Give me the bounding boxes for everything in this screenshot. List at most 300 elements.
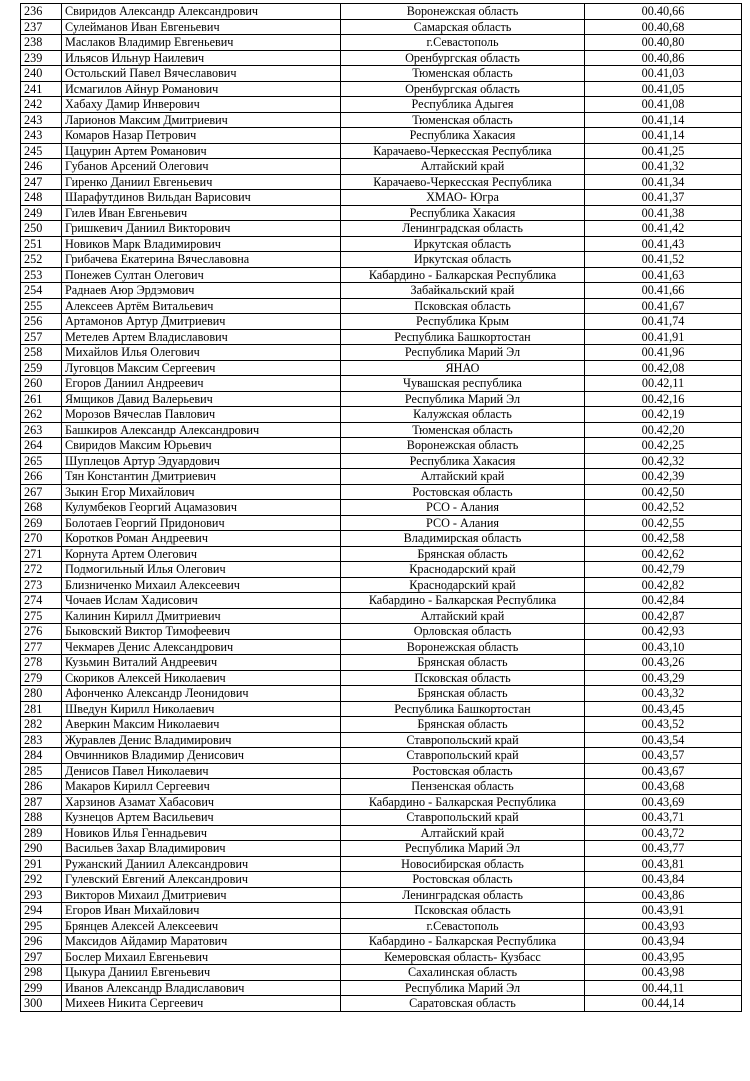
rank-cell: 238 xyxy=(21,35,62,51)
athlete-name-cell: Гилев Иван Евгеньевич xyxy=(62,205,341,221)
athlete-name-cell: Скориков Алексей Николаевич xyxy=(62,670,341,686)
rank-cell: 284 xyxy=(21,748,62,764)
table-row xyxy=(21,329,742,345)
rank-cell: 281 xyxy=(21,701,62,717)
athlete-name-cell: Губанов Арсений Олегович xyxy=(62,159,341,175)
athlete-name-cell: Комаров Назар Петрович xyxy=(62,128,341,144)
region-cell: Ставропольский край xyxy=(341,748,585,764)
table-row xyxy=(21,639,742,655)
result-time-cell: 00.42,58 xyxy=(585,531,742,547)
rank-cell: 243 xyxy=(21,112,62,128)
table-row xyxy=(21,453,742,469)
region-cell: Алтайский край xyxy=(341,159,585,175)
athlete-name-cell: Шуплецов Артур Эдуардович xyxy=(62,453,341,469)
athlete-name-cell: Харзинов Азамат Хабасович xyxy=(62,794,341,810)
region-cell: Брянская область xyxy=(341,546,585,562)
result-time-cell: 00.41,05 xyxy=(585,81,742,97)
athlete-name-cell: Бослер Михаил Евгеньевич xyxy=(62,949,341,965)
region-cell: ХМАО- Югра xyxy=(341,190,585,206)
result-time-cell: 00.43,84 xyxy=(585,872,742,888)
result-time-cell: 00.41,63 xyxy=(585,267,742,283)
athlete-name-cell: Егоров Даниил Андреевич xyxy=(62,376,341,392)
rank-cell: 240 xyxy=(21,66,62,82)
region-cell: Республика Марий Эл xyxy=(341,345,585,361)
rank-cell: 252 xyxy=(21,252,62,268)
region-cell: Тюменская область xyxy=(341,112,585,128)
result-time-cell: 00.41,38 xyxy=(585,205,742,221)
athlete-name-cell: Раднаев Аюр Эрдэмович xyxy=(62,283,341,299)
results-table xyxy=(20,3,742,1012)
athlete-name-cell: Максидов Айдамир Маратович xyxy=(62,934,341,950)
rank-cell: 247 xyxy=(21,174,62,190)
region-cell: Оренбургская область xyxy=(341,50,585,66)
table-row xyxy=(21,949,742,965)
table-row xyxy=(21,298,742,314)
rank-cell: 298 xyxy=(21,965,62,981)
region-cell: Владимирская область xyxy=(341,531,585,547)
rank-cell: 246 xyxy=(21,159,62,175)
table-row xyxy=(21,252,742,268)
region-cell: Республика Хакасия xyxy=(341,453,585,469)
region-cell: г.Севастополь xyxy=(341,35,585,51)
athlete-name-cell: Исмагилов Айнур Романович xyxy=(62,81,341,97)
result-time-cell: 00.41,32 xyxy=(585,159,742,175)
athlete-name-cell: Чочаев Ислам Хадисович xyxy=(62,593,341,609)
athlete-name-cell: Овчинников Владимир Денисович xyxy=(62,748,341,764)
athlete-name-cell: Башкиров Александр Александрович xyxy=(62,422,341,438)
athlete-name-cell: Кузнецов Артем Васильевич xyxy=(62,810,341,826)
result-time-cell: 00.40,86 xyxy=(585,50,742,66)
rank-cell: 264 xyxy=(21,438,62,454)
result-time-cell: 00.41,67 xyxy=(585,298,742,314)
rank-cell: 245 xyxy=(21,143,62,159)
rank-cell: 267 xyxy=(21,484,62,500)
rank-cell: 251 xyxy=(21,236,62,252)
rank-cell: 271 xyxy=(21,546,62,562)
result-time-cell: 00.42,52 xyxy=(585,500,742,516)
rank-cell: 259 xyxy=(21,360,62,376)
region-cell: Кабардино - Балкарская Республика xyxy=(341,934,585,950)
athlete-name-cell: Брянцев Алексей Алексеевич xyxy=(62,918,341,934)
result-time-cell: 00.43,71 xyxy=(585,810,742,826)
table-row xyxy=(21,128,742,144)
region-cell: Брянская область xyxy=(341,655,585,671)
region-cell: Брянская область xyxy=(341,717,585,733)
result-time-cell: 00.42,79 xyxy=(585,562,742,578)
rank-cell: 286 xyxy=(21,779,62,795)
table-row xyxy=(21,50,742,66)
athlete-name-cell: Аверкин Максим Николаевич xyxy=(62,717,341,733)
table-row xyxy=(21,748,742,764)
table-row xyxy=(21,174,742,190)
table-row xyxy=(21,267,742,283)
region-cell: Ставропольский край xyxy=(341,810,585,826)
result-time-cell: 00.43,67 xyxy=(585,763,742,779)
region-cell: Алтайский край xyxy=(341,469,585,485)
rank-cell: 294 xyxy=(21,903,62,919)
rank-cell: 282 xyxy=(21,717,62,733)
region-cell: г.Севастополь xyxy=(341,918,585,934)
region-cell: Алтайский край xyxy=(341,608,585,624)
athlete-name-cell: Калинин Кирилл Дмитриевич xyxy=(62,608,341,624)
region-cell: Краснодарский край xyxy=(341,577,585,593)
region-cell: Ростовская область xyxy=(341,763,585,779)
table-row xyxy=(21,81,742,97)
table-row xyxy=(21,934,742,950)
result-time-cell: 00.43,68 xyxy=(585,779,742,795)
result-time-cell: 00.41,14 xyxy=(585,112,742,128)
athlete-name-cell: Хабаху Дамир Инверович xyxy=(62,97,341,113)
region-cell: Республика Адыгея xyxy=(341,97,585,113)
result-time-cell: 00.41,66 xyxy=(585,283,742,299)
table-row xyxy=(21,531,742,547)
table-row xyxy=(21,562,742,578)
result-time-cell: 00.43,32 xyxy=(585,686,742,702)
athlete-name-cell: Ильясов Ильнур Наилевич xyxy=(62,50,341,66)
table-row xyxy=(21,779,742,795)
region-cell: Карачаево-Черкесская Республика xyxy=(341,143,585,159)
athlete-name-cell: Ямщиков Давид Валерьевич xyxy=(62,391,341,407)
region-cell: Республика Марий Эл xyxy=(341,980,585,996)
rank-cell: 239 xyxy=(21,50,62,66)
table-row xyxy=(21,686,742,702)
table-row xyxy=(21,221,742,237)
result-time-cell: 00.43,26 xyxy=(585,655,742,671)
result-time-cell: 00.42,19 xyxy=(585,407,742,423)
rank-cell: 276 xyxy=(21,624,62,640)
result-time-cell: 00.42,87 xyxy=(585,608,742,624)
region-cell: Забайкальский край xyxy=(341,283,585,299)
athlete-name-cell: Тян Константин Дмитриевич xyxy=(62,469,341,485)
result-time-cell: 00.42,32 xyxy=(585,453,742,469)
rank-cell: 297 xyxy=(21,949,62,965)
region-cell: Сахалинская область xyxy=(341,965,585,981)
region-cell: Псковская область xyxy=(341,903,585,919)
result-time-cell: 00.43,77 xyxy=(585,841,742,857)
result-time-cell: 00.41,91 xyxy=(585,329,742,345)
table-row xyxy=(21,515,742,531)
rank-cell: 275 xyxy=(21,608,62,624)
athlete-name-cell: Болотаев Георгий Придонович xyxy=(62,515,341,531)
table-row xyxy=(21,546,742,562)
region-cell: Воронежская область xyxy=(341,438,585,454)
rank-cell: 280 xyxy=(21,686,62,702)
region-cell: РСО - Алания xyxy=(341,515,585,531)
rank-cell: 266 xyxy=(21,469,62,485)
region-cell: ЯНАО xyxy=(341,360,585,376)
athlete-name-cell: Остольский Павел Вячеславович xyxy=(62,66,341,82)
athlete-name-cell: Свиридов Максим Юрьевич xyxy=(62,438,341,454)
rank-cell: 285 xyxy=(21,763,62,779)
region-cell: Саратовская область xyxy=(341,996,585,1012)
rank-cell: 256 xyxy=(21,314,62,330)
result-time-cell: 00.43,45 xyxy=(585,701,742,717)
table-row xyxy=(21,918,742,934)
region-cell: Республика Хакасия xyxy=(341,205,585,221)
athlete-name-cell: Кулумбеков Георгий Ацамазович xyxy=(62,500,341,516)
region-cell: Ленинградская область xyxy=(341,221,585,237)
table-row xyxy=(21,19,742,35)
rank-cell: 270 xyxy=(21,531,62,547)
region-cell: Воронежская область xyxy=(341,639,585,655)
result-time-cell: 00.41,34 xyxy=(585,174,742,190)
table-row xyxy=(21,856,742,872)
result-time-cell: 00.44,11 xyxy=(585,980,742,996)
rank-cell: 288 xyxy=(21,810,62,826)
result-time-cell: 00.42,84 xyxy=(585,593,742,609)
table-row xyxy=(21,965,742,981)
table-row xyxy=(21,422,742,438)
result-time-cell: 00.42,08 xyxy=(585,360,742,376)
region-cell: Брянская область xyxy=(341,686,585,702)
table-row xyxy=(21,841,742,857)
table-row xyxy=(21,577,742,593)
result-time-cell: 00.44,14 xyxy=(585,996,742,1012)
rank-cell: 260 xyxy=(21,376,62,392)
rank-cell: 274 xyxy=(21,593,62,609)
athlete-name-cell: Гулевский Евгений Александрович xyxy=(62,872,341,888)
table-row xyxy=(21,810,742,826)
region-cell: Республика Хакасия xyxy=(341,128,585,144)
athlete-name-cell: Быковский Виктор Тимофеевич xyxy=(62,624,341,640)
region-cell: РСО - Алания xyxy=(341,500,585,516)
result-time-cell: 00.41,43 xyxy=(585,236,742,252)
region-cell: Республика Марий Эл xyxy=(341,391,585,407)
region-cell: Тюменская область xyxy=(341,66,585,82)
athlete-name-cell: Афонченко Александр Леонидович xyxy=(62,686,341,702)
athlete-name-cell: Цыкура Даниил Евгеньевич xyxy=(62,965,341,981)
table-row xyxy=(21,236,742,252)
rank-cell: 255 xyxy=(21,298,62,314)
rank-cell: 296 xyxy=(21,934,62,950)
table-row xyxy=(21,112,742,128)
athlete-name-cell: Морозов Вячеслав Павлович xyxy=(62,407,341,423)
result-time-cell: 00.43,54 xyxy=(585,732,742,748)
result-time-cell: 00.43,29 xyxy=(585,670,742,686)
athlete-name-cell: Журавлев Денис Владимирович xyxy=(62,732,341,748)
region-cell: Республика Марий Эл xyxy=(341,841,585,857)
table-row xyxy=(21,391,742,407)
table-row xyxy=(21,159,742,175)
rank-cell: 237 xyxy=(21,19,62,35)
athlete-name-cell: Свиридов Александр Александрович xyxy=(62,4,341,20)
rank-cell: 300 xyxy=(21,996,62,1012)
result-time-cell: 00.43,57 xyxy=(585,748,742,764)
result-time-cell: 00.42,20 xyxy=(585,422,742,438)
table-row xyxy=(21,903,742,919)
region-cell: Ростовская область xyxy=(341,484,585,500)
rank-cell: 263 xyxy=(21,422,62,438)
result-time-cell: 00.41,03 xyxy=(585,66,742,82)
rank-cell: 293 xyxy=(21,887,62,903)
athlete-name-cell: Корнута Артем Олегович xyxy=(62,546,341,562)
region-cell: Республика Крым xyxy=(341,314,585,330)
rank-cell: 269 xyxy=(21,515,62,531)
athlete-name-cell: Алексеев Артём Витальевич xyxy=(62,298,341,314)
result-time-cell: 00.41,14 xyxy=(585,128,742,144)
region-cell: Ростовская область xyxy=(341,872,585,888)
region-cell: Псковская область xyxy=(341,670,585,686)
rank-cell: 277 xyxy=(21,639,62,655)
rank-cell: 292 xyxy=(21,872,62,888)
table-row xyxy=(21,190,742,206)
result-time-cell: 00.41,42 xyxy=(585,221,742,237)
result-time-cell: 00.42,62 xyxy=(585,546,742,562)
athlete-name-cell: Викторов Михаил Дмитриевич xyxy=(62,887,341,903)
rank-cell: 283 xyxy=(21,732,62,748)
region-cell: Алтайский край xyxy=(341,825,585,841)
region-cell: Кабардино - Балкарская Республика xyxy=(341,593,585,609)
table-row xyxy=(21,143,742,159)
athlete-name-cell: Кузьмин Виталий Андреевич xyxy=(62,655,341,671)
table-row xyxy=(21,360,742,376)
rank-cell: 268 xyxy=(21,500,62,516)
table-row xyxy=(21,608,742,624)
athlete-name-cell: Метелев Артем Владиславович xyxy=(62,329,341,345)
table-row xyxy=(21,500,742,516)
result-time-cell: 00.40,68 xyxy=(585,19,742,35)
region-cell: Калужская область xyxy=(341,407,585,423)
table-row xyxy=(21,701,742,717)
rank-cell: 272 xyxy=(21,562,62,578)
rank-cell: 253 xyxy=(21,267,62,283)
rank-cell: 299 xyxy=(21,980,62,996)
athlete-name-cell: Понежев Султан Олегович xyxy=(62,267,341,283)
result-time-cell: 00.42,16 xyxy=(585,391,742,407)
table-row xyxy=(21,872,742,888)
result-time-cell: 00.41,74 xyxy=(585,314,742,330)
athlete-name-cell: Маслаков Владимир Евгеньевич xyxy=(62,35,341,51)
athlete-name-cell: Шарафутдинов Вильдан Варисович xyxy=(62,190,341,206)
region-cell: Ленинградская область xyxy=(341,887,585,903)
region-cell: Кабардино - Балкарская Республика xyxy=(341,267,585,283)
result-time-cell: 00.43,69 xyxy=(585,794,742,810)
rank-cell: 242 xyxy=(21,97,62,113)
table-row xyxy=(21,980,742,996)
athlete-name-cell: Иванов Александр Владиславович xyxy=(62,980,341,996)
rank-cell: 291 xyxy=(21,856,62,872)
athlete-name-cell: Коротков Роман Андреевич xyxy=(62,531,341,547)
athlete-name-cell: Новиков Илья Геннадьевич xyxy=(62,825,341,841)
region-cell: Кемеровская область- Кузбасс xyxy=(341,949,585,965)
rank-cell: 258 xyxy=(21,345,62,361)
region-cell: Псковская область xyxy=(341,298,585,314)
rank-cell: 261 xyxy=(21,391,62,407)
region-cell: Республика Башкортостан xyxy=(341,701,585,717)
table-row xyxy=(21,97,742,113)
athlete-name-cell: Близниченко Михаил Алексеевич xyxy=(62,577,341,593)
table-row xyxy=(21,314,742,330)
table-row xyxy=(21,825,742,841)
result-time-cell: 00.42,93 xyxy=(585,624,742,640)
result-time-cell: 00.41,25 xyxy=(585,143,742,159)
athlete-name-cell: Васильев Захар Владимирович xyxy=(62,841,341,857)
region-cell: Краснодарский край xyxy=(341,562,585,578)
region-cell: Пензенская область xyxy=(341,779,585,795)
result-time-cell: 00.40,80 xyxy=(585,35,742,51)
rank-cell: 273 xyxy=(21,577,62,593)
region-cell: Республика Башкортостан xyxy=(341,329,585,345)
athlete-name-cell: Михайлов Илья Олегович xyxy=(62,345,341,361)
athlete-name-cell: Егоров Иван Михайлович xyxy=(62,903,341,919)
table-row xyxy=(21,624,742,640)
rank-cell: 278 xyxy=(21,655,62,671)
table-row xyxy=(21,593,742,609)
region-cell: Кабардино - Балкарская Республика xyxy=(341,794,585,810)
rank-cell: 236 xyxy=(21,4,62,20)
region-cell: Чувашская республика xyxy=(341,376,585,392)
result-time-cell: 00.43,86 xyxy=(585,887,742,903)
region-cell: Оренбургская область xyxy=(341,81,585,97)
table-row xyxy=(21,670,742,686)
result-time-cell: 00.41,08 xyxy=(585,97,742,113)
athlete-name-cell: Грибачева Екатерина Вячеславовна xyxy=(62,252,341,268)
rank-cell: 241 xyxy=(21,81,62,97)
athlete-name-cell: Ружанский Даниил Александрович xyxy=(62,856,341,872)
table-row xyxy=(21,35,742,51)
result-time-cell: 00.42,82 xyxy=(585,577,742,593)
athlete-name-cell: Михеев Никита Сергеевич xyxy=(62,996,341,1012)
table-row xyxy=(21,283,742,299)
rank-cell: 289 xyxy=(21,825,62,841)
athlete-name-cell: Ларионов Максим Дмитриевич xyxy=(62,112,341,128)
rank-cell: 257 xyxy=(21,329,62,345)
result-time-cell: 00.41,96 xyxy=(585,345,742,361)
result-time-cell: 00.43,95 xyxy=(585,949,742,965)
result-time-cell: 00.42,55 xyxy=(585,515,742,531)
region-cell: Иркутская область xyxy=(341,252,585,268)
table-row xyxy=(21,376,742,392)
athlete-name-cell: Артамонов Артур Дмитриевич xyxy=(62,314,341,330)
region-cell: Иркутская область xyxy=(341,236,585,252)
result-time-cell: 00.41,37 xyxy=(585,190,742,206)
result-time-cell: 00.43,81 xyxy=(585,856,742,872)
results-table-body xyxy=(21,4,742,1012)
athlete-name-cell: Сулейманов Иван Евгеньевич xyxy=(62,19,341,35)
rank-cell: 248 xyxy=(21,190,62,206)
athlete-name-cell: Новиков Марк Владимирович xyxy=(62,236,341,252)
result-time-cell: 00.43,72 xyxy=(585,825,742,841)
result-time-cell: 00.40,66 xyxy=(585,4,742,20)
result-time-cell: 00.43,52 xyxy=(585,717,742,733)
table-row xyxy=(21,732,742,748)
athlete-name-cell: Чекмарев Денис Александрович xyxy=(62,639,341,655)
region-cell: Орловская область xyxy=(341,624,585,640)
athlete-name-cell: Луговцов Максим Сергеевич xyxy=(62,360,341,376)
table-row xyxy=(21,996,742,1012)
athlete-name-cell: Денисов Павел Николаевич xyxy=(62,763,341,779)
result-time-cell: 00.43,98 xyxy=(585,965,742,981)
rank-cell: 279 xyxy=(21,670,62,686)
table-row xyxy=(21,205,742,221)
table-row xyxy=(21,345,742,361)
athlete-name-cell: Цацурин Артем Романович xyxy=(62,143,341,159)
athlete-name-cell: Гришкевич Даниил Викторович xyxy=(62,221,341,237)
region-cell: Новосибирская область xyxy=(341,856,585,872)
rank-cell: 265 xyxy=(21,453,62,469)
rank-cell: 295 xyxy=(21,918,62,934)
athlete-name-cell: Зыкин Егор Михайлович xyxy=(62,484,341,500)
result-time-cell: 00.42,11 xyxy=(585,376,742,392)
region-cell: Самарская область xyxy=(341,19,585,35)
athlete-name-cell: Гиренко Даниил Евгеньевич xyxy=(62,174,341,190)
result-time-cell: 00.42,39 xyxy=(585,469,742,485)
table-row xyxy=(21,763,742,779)
rank-cell: 249 xyxy=(21,205,62,221)
table-row xyxy=(21,717,742,733)
region-cell: Воронежская область xyxy=(341,4,585,20)
table-row xyxy=(21,438,742,454)
